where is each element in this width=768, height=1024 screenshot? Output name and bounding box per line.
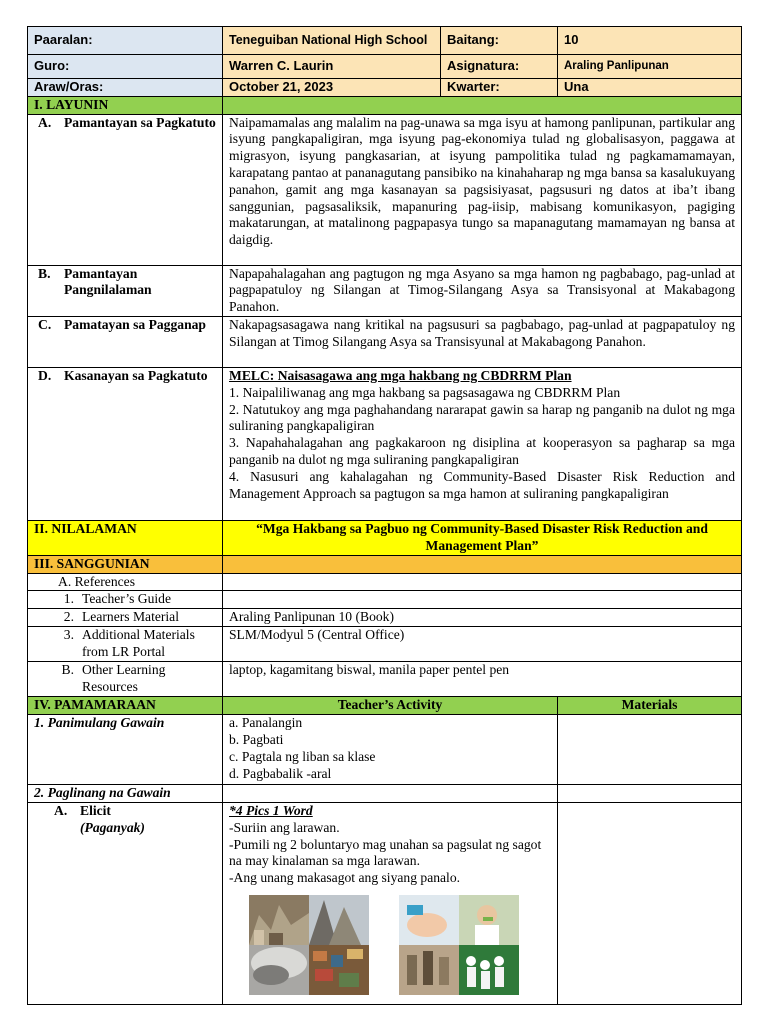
quarter-value: Una xyxy=(558,79,742,97)
nilalaman-text: “Mga Hakbang sa Pagbuo ng Community-Based Disaster Risk Reduction and Management Plan” xyxy=(223,520,742,555)
row-a-text: Naipamamalas ang malalim na pag-unawa sa mga isyu at hamong panlipunan, partikular ang isyung pangkapaligiran, mga isyung pag-ekonomiya tulad ng globalisasyon, paggawa at migrasyon, isyung pangkasarian, at isyung pampolitika tulad ng pagkamamamayan, karapatang pantao at pananagutang pansibiko na kinahaharap ng mga bansa sa kasalukuyang panahon, gamit ang mga kasanayan sa pagsisiyasat, pagsusuri ng datos at iba’t ibang sanggunian, pagsasaliksik, mapanuring pag-iisip, mabisang komunikasyon, pagiging makatarungan, at matalinong pagpapasya tungo sa mapanagutang mamamayan ng bansa at daigdig. xyxy=(223,114,742,265)
section-sanggunian-title: III. SANGGUNIAN xyxy=(28,555,223,573)
ref-label: Additional Materials from LR Portal xyxy=(82,627,195,660)
lesson-plan-table xyxy=(27,26,742,1005)
ref-value: SLM/Modyul 5 (Central Office) xyxy=(223,627,742,662)
panimula-item: b. Pagbati xyxy=(229,731,284,747)
row-c-label: Pamatayan sa Pagganap xyxy=(64,316,206,332)
ref-num: 1. xyxy=(63,591,74,607)
row-c-letter: C. xyxy=(38,316,52,332)
objective-item: 3. Napahahalagahan ang pagkakaroon ng disiplina at kooperasyon sa pagharap sa mga panganib na dulot ng mga suliraning pangkapaligiran xyxy=(229,435,735,467)
four-pics-area xyxy=(229,887,551,995)
ref-row-label-cell xyxy=(28,609,223,627)
panimula-item: a. Panalangin xyxy=(229,715,303,731)
objective-item: 2. Natutukoy ang mga paghahandang nararapat gawin sa harap ng panganib na dulot ng mga suliraning pangkapaligiran xyxy=(229,401,735,434)
melc-heading: MELC: Naisasagawa ang mga hakbang ng CBDRRM Plan xyxy=(229,367,572,383)
elicit-letter: A. xyxy=(54,802,68,818)
row-b-letter: B. xyxy=(38,265,51,281)
quarter-label: Kwarter: xyxy=(441,79,558,97)
ref-num: B. xyxy=(61,662,74,678)
ref-row-label-cell xyxy=(28,662,223,697)
row-c-text: Nakapagsasagawa nang kritikal na pagsusuri sa pagbabago, pag-unlad at pagpapatuloy ng Silangan at Timog Silangang Asya sa Transisyunal at Makabagong Panahon. xyxy=(223,316,742,367)
activity-line: -Pumili ng 2 boluntaryo mag unahan sa pagsulat ng sagot na may kinalaman sa mga larawan. xyxy=(229,836,542,869)
activity-line: -Ang unang makasagot ang siyang panalo. xyxy=(229,870,461,886)
objective-item: 4. Nasusuri ang kahalagahan ng Community-Based Disaster Risk Reduction and Management Approach sa pagtugon sa mga hamon at suliraning pangkapaligiran xyxy=(229,468,735,501)
paglinang-label: 2. Paglinang na Gawain xyxy=(28,785,223,803)
elicit-label: Elicit xyxy=(80,802,111,818)
row-d-content xyxy=(223,367,742,520)
elicit-sub: (Paganyak) xyxy=(80,819,145,835)
elicit-content xyxy=(223,802,558,1004)
activity-line: -Suriin ang larawan. xyxy=(229,819,340,835)
teacher-label: Guro: xyxy=(28,55,223,79)
ref-label: Learners Material xyxy=(82,609,179,625)
grade-label: Baitang: xyxy=(441,27,558,55)
row-d-letter: D. xyxy=(38,367,52,383)
school-label: Paaralan: xyxy=(28,27,223,55)
row-b-label: Pamantayan Pangnilalaman xyxy=(64,265,152,298)
row-a-letter: A. xyxy=(38,114,52,130)
date-value: October 21, 2023 xyxy=(223,79,441,97)
ref-value: laptop, kagamitang biswal, manila paper pentel pen xyxy=(223,662,742,697)
ref-label: Other Learning Resources xyxy=(82,662,166,695)
row-a-label: Pamantayan sa Pagkatuto xyxy=(64,114,216,130)
teacher-value: Warren C. Laurin xyxy=(223,55,441,79)
panimula-item: c. Pagtala ng liban sa klase xyxy=(229,748,376,764)
subject-label: Asignatura: xyxy=(441,55,558,79)
date-label: Araw/Oras: xyxy=(28,79,223,97)
ref-value xyxy=(223,591,742,609)
col-teacher-activity: Teacher’s Activity xyxy=(223,697,558,715)
grade-value: 10 xyxy=(558,27,742,55)
row-d-label-cell xyxy=(28,367,223,520)
section-layunin-title: I. LAYUNIN xyxy=(28,96,223,114)
row-b-label-cell xyxy=(28,265,223,316)
row-c-label-cell xyxy=(28,316,223,367)
objective-item: 1. Naipaliliwanag ang mga hakbang sa pagsasagawa ng CBDRRM Plan xyxy=(229,384,621,400)
elicit-materials xyxy=(558,802,742,1004)
references-value xyxy=(223,573,742,591)
paglinang-materials xyxy=(558,785,742,803)
section-pamamaraan-title: IV. PAMAMARAAN xyxy=(28,697,223,715)
section-layunin-bar xyxy=(223,96,742,114)
activity-title: *4 Pics 1 Word xyxy=(229,802,313,818)
ref-value: Araling Panlipunan 10 (Book) xyxy=(223,609,742,627)
panimula-content xyxy=(223,715,558,785)
panimula-materials xyxy=(558,715,742,785)
panimula-item: d. Pagbabalik -aral xyxy=(229,765,332,781)
ref-label: Teacher’s Guide xyxy=(82,591,172,607)
preparedness-photo-collage xyxy=(399,895,519,995)
col-materials: Materials xyxy=(558,697,742,715)
ref-row-label-cell xyxy=(28,591,223,609)
ref-num: 3. xyxy=(63,627,74,643)
ref-num: 2. xyxy=(63,609,74,625)
subject-value: Araling Panlipunan xyxy=(558,55,742,79)
row-a-label-cell xyxy=(28,114,223,265)
section-nilalaman-title: II. NILALAMAN xyxy=(28,520,223,555)
school-value: Teneguiban National High School xyxy=(223,27,441,55)
disaster-photo-collage xyxy=(249,895,369,995)
section-sanggunian-bar xyxy=(223,555,742,573)
panimula-label: 1. Panimulang Gawain xyxy=(28,715,223,785)
row-b-text: Napapahalagahan ang pagtugon ng mga Asyano sa mga hamon ng pagbabago, pag-unlad at pagpapatuloy ng Silangan at Timog-Silangang Asya sa Transisyonal at Makabagong Panahon. xyxy=(223,265,742,316)
ref-row-label-cell xyxy=(28,627,223,662)
elicit-label-cell xyxy=(28,802,223,1004)
references-label: A. References xyxy=(28,573,223,591)
row-d-label: Kasanayan sa Pagkatuto xyxy=(64,367,208,383)
paglinang-activity xyxy=(223,785,558,803)
